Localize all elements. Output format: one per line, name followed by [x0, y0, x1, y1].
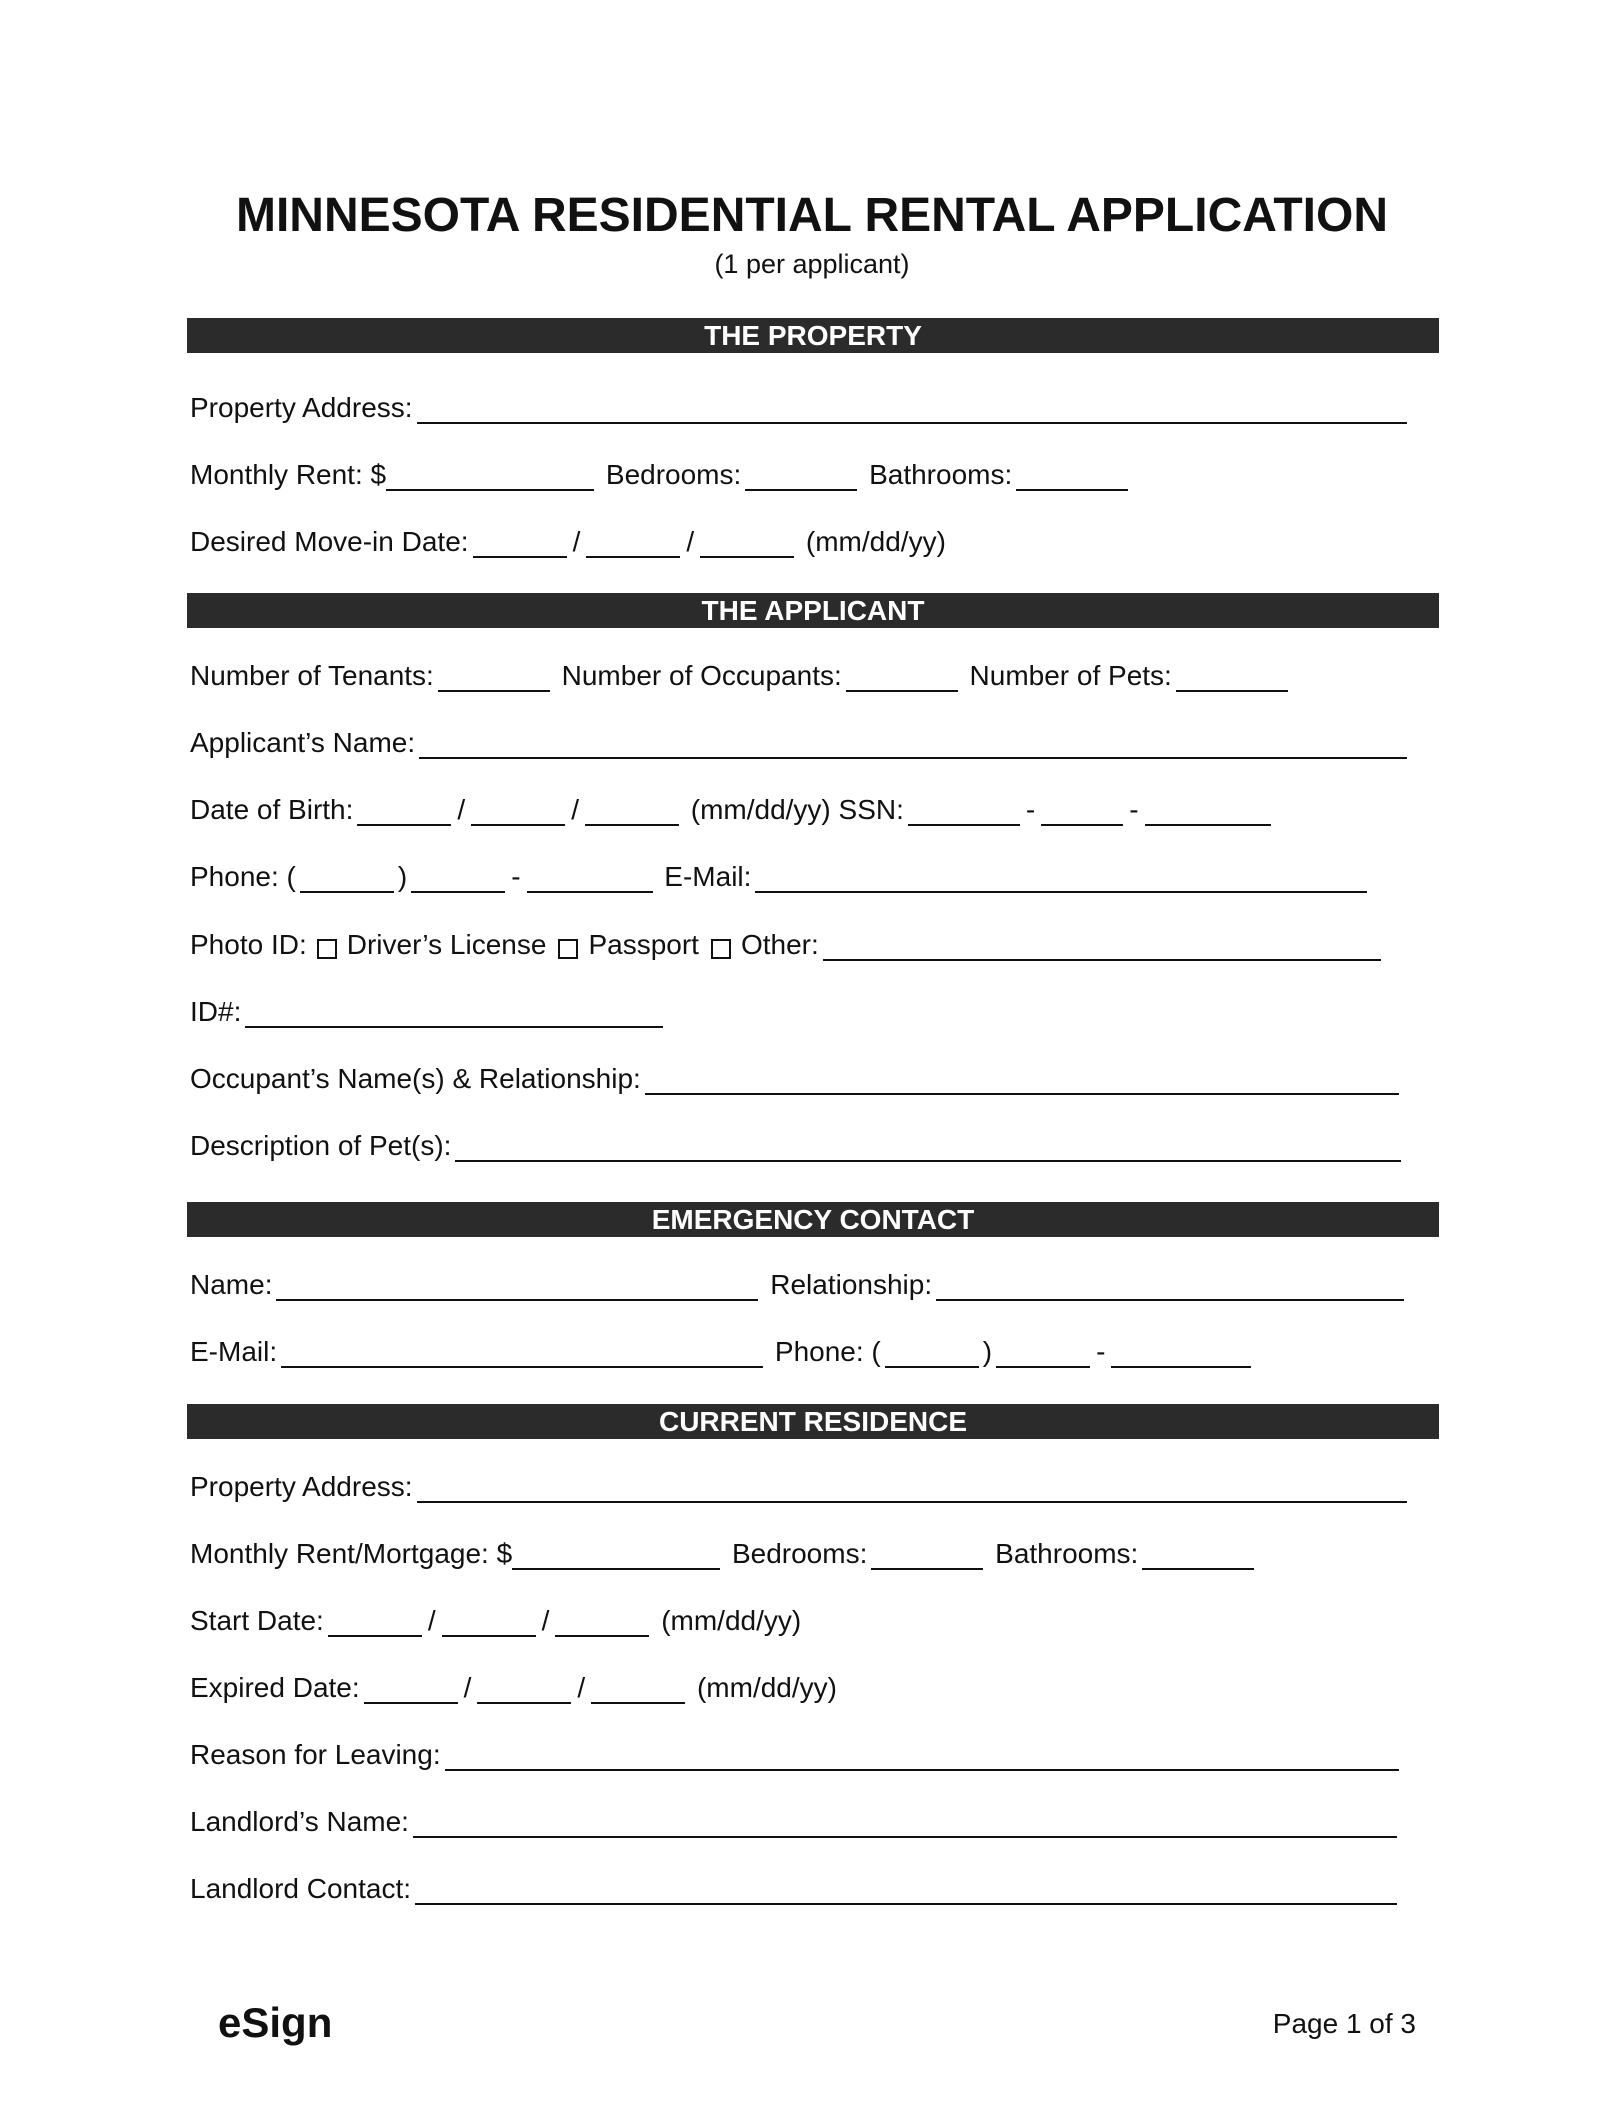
residence-bathrooms-field[interactable]	[1142, 1538, 1254, 1570]
household-counts-row	[190, 656, 1292, 696]
reason-leaving-label: Reason for Leaving:	[190, 1739, 441, 1770]
dob-month-field[interactable]	[357, 794, 451, 826]
date-separator: /	[572, 526, 581, 557]
phone-prefix-field[interactable]	[411, 861, 505, 893]
expired-year-field[interactable]	[591, 1672, 685, 1704]
applicant-name-row	[190, 723, 1411, 763]
monthly-rent-label: Monthly Rent: $	[190, 459, 387, 490]
emergency-email-label: E-Mail:	[190, 1336, 278, 1367]
date-separator: /	[463, 1672, 472, 1703]
residence-bedrooms-field[interactable]	[871, 1538, 983, 1570]
expired-date-label: Expired Date:	[190, 1672, 360, 1703]
residence-address-field[interactable]	[417, 1471, 1407, 1503]
emergency-phone-prefix-field[interactable]	[996, 1336, 1090, 1368]
emergency-email-phone-row	[190, 1332, 1255, 1372]
pets-count-field[interactable]	[1176, 660, 1288, 692]
property-address-field[interactable]	[417, 392, 1407, 424]
expired-month-field[interactable]	[364, 1672, 458, 1704]
emergency-relationship-field[interactable]	[936, 1269, 1404, 1301]
phone-email-row	[190, 857, 1371, 897]
other-id-field[interactable]	[823, 929, 1381, 961]
emergency-phone-label: Phone: (	[774, 1336, 881, 1367]
date-format-hint: (mm/dd/yy)	[805, 526, 946, 557]
dob-label: Date of Birth:	[190, 794, 354, 825]
residence-address-label: Property Address:	[190, 1471, 413, 1502]
landlord-contact-row	[190, 1869, 1401, 1909]
date-separator: /	[457, 794, 466, 825]
dash-separator: -	[1025, 794, 1036, 825]
emergency-name-label: Name:	[190, 1269, 273, 1300]
dash-separator: -	[1096, 1336, 1106, 1367]
start-month-field[interactable]	[328, 1605, 422, 1637]
start-year-field[interactable]	[555, 1605, 649, 1637]
email-label: E-Mail:	[664, 861, 752, 892]
esign-logo: eSign	[218, 1999, 333, 2046]
id-number-label: ID#:	[190, 996, 242, 1027]
property-address-label: Property Address:	[190, 392, 413, 423]
residence-rent-field[interactable]	[512, 1538, 720, 1570]
landlord-contact-field[interactable]	[415, 1873, 1397, 1905]
pets-count-label: Number of Pets:	[969, 660, 1172, 691]
emergency-name-field[interactable]	[276, 1269, 758, 1301]
dob-day-field[interactable]	[471, 794, 565, 826]
pets-description-field[interactable]	[455, 1130, 1401, 1162]
emergency-phone-area-field[interactable]	[885, 1336, 979, 1368]
occupants-label: Number of Occupants:	[561, 660, 842, 691]
reason-leaving-row	[190, 1735, 1403, 1775]
movein-month-field[interactable]	[473, 526, 567, 558]
landlord-contact-label: Landlord Contact:	[190, 1873, 412, 1904]
movein-date-row	[190, 522, 946, 562]
date-format-hint: (mm/dd/yy)	[690, 794, 831, 825]
passport-checkbox[interactable]	[558, 939, 578, 959]
phone-line-field[interactable]	[527, 861, 653, 893]
phone-paren: )	[397, 861, 408, 892]
applicant-name-label: Applicant’s Name:	[190, 727, 416, 758]
start-date-row	[190, 1601, 801, 1641]
pets-description-row	[190, 1126, 1405, 1166]
tenants-field[interactable]	[438, 660, 550, 692]
date-separator: /	[571, 794, 579, 825]
landlord-name-row	[190, 1802, 1401, 1842]
date-separator: /	[686, 526, 695, 557]
other-id-checkbox[interactable]	[711, 939, 731, 959]
applicant-name-field[interactable]	[419, 727, 1407, 759]
residence-bathrooms-label: Bathrooms:	[995, 1538, 1139, 1569]
property-address-row	[190, 388, 1411, 428]
dob-ssn-row	[190, 790, 1275, 830]
document-subtitle: (1 per applicant)	[714, 249, 910, 279]
emergency-phone-line-field[interactable]	[1111, 1336, 1251, 1368]
emergency-relationship-label: Relationship:	[770, 1269, 933, 1300]
tenants-label: Number of Tenants:	[190, 660, 434, 691]
occupant-names-field[interactable]	[645, 1063, 1399, 1095]
ssn-part1-field[interactable]	[908, 794, 1020, 826]
section-header-applicant: THE APPLICANT	[187, 593, 1439, 628]
movein-year-field[interactable]	[700, 526, 794, 558]
dash-separator: -	[1129, 794, 1139, 825]
photo-id-row	[190, 925, 1385, 965]
phone-label: Phone: (	[190, 861, 296, 892]
id-number-field[interactable]	[245, 996, 663, 1028]
residence-bedrooms-label: Bedrooms:	[731, 1538, 868, 1569]
start-date-label: Start Date:	[190, 1605, 324, 1636]
residence-rent-label: Monthly Rent/Mortgage: $	[190, 1538, 513, 1569]
bathrooms-field[interactable]	[1016, 459, 1128, 491]
bedrooms-field[interactable]	[745, 459, 857, 491]
landlord-name-label: Landlord’s Name:	[190, 1806, 409, 1837]
occupant-names-row	[190, 1059, 1403, 1099]
id-number-row	[190, 992, 667, 1032]
section-header-residence: CURRENT RESIDENCE	[187, 1404, 1439, 1439]
email-field[interactable]	[755, 861, 1367, 893]
drivers-license-option: Driver’s License	[346, 929, 547, 960]
movein-date-label: Desired Move-in Date:	[190, 526, 469, 557]
emergency-name-row	[190, 1265, 1408, 1305]
phone-paren: )	[982, 1336, 993, 1367]
monthly-rent-field[interactable]	[386, 459, 594, 491]
document-title: MINNESOTA RESIDENTIAL RENTAL APPLICATION	[235, 189, 1389, 242]
drivers-license-checkbox[interactable]	[317, 939, 337, 959]
pets-description-label: Description of Pet(s):	[190, 1130, 452, 1161]
occupants-field[interactable]	[846, 660, 958, 692]
emergency-email-field[interactable]	[281, 1336, 763, 1368]
expired-day-field[interactable]	[477, 1672, 571, 1704]
date-separator: /	[577, 1672, 586, 1703]
other-id-option: Other:	[740, 929, 819, 960]
landlord-name-field[interactable]	[413, 1806, 1397, 1838]
dob-year-field[interactable]	[585, 794, 679, 826]
bedrooms-label: Bedrooms:	[605, 459, 742, 490]
reason-leaving-field[interactable]	[445, 1739, 1399, 1771]
date-format-hint: (mm/dd/yy)	[661, 1605, 802, 1636]
phone-area-field[interactable]	[300, 861, 394, 893]
bathrooms-label: Bathrooms:	[869, 459, 1013, 490]
residence-address-row	[190, 1467, 1411, 1507]
section-header-emergency: EMERGENCY CONTACT	[187, 1202, 1439, 1237]
ssn-part3-field[interactable]	[1145, 794, 1271, 826]
section-header-property: THE PROPERTY	[187, 318, 1439, 353]
start-day-field[interactable]	[442, 1605, 536, 1637]
page-number: Page 1 of 3	[1272, 2008, 1416, 2039]
photo-id-label: Photo ID:	[190, 929, 307, 960]
ssn-label: SSN:	[838, 794, 904, 825]
property-rent-row	[190, 455, 1132, 495]
dash-separator: -	[511, 861, 521, 892]
movein-day-field[interactable]	[586, 526, 680, 558]
date-separator: /	[541, 1605, 550, 1636]
date-separator: /	[427, 1605, 436, 1636]
date-format-hint: (mm/dd/yy)	[696, 1672, 837, 1703]
passport-option: Passport	[588, 929, 699, 960]
ssn-part2-field[interactable]	[1041, 794, 1123, 826]
residence-rent-row	[190, 1534, 1258, 1574]
occupant-names-label: Occupant’s Name(s) & Relationship:	[190, 1063, 641, 1094]
expired-date-row	[190, 1668, 837, 1708]
